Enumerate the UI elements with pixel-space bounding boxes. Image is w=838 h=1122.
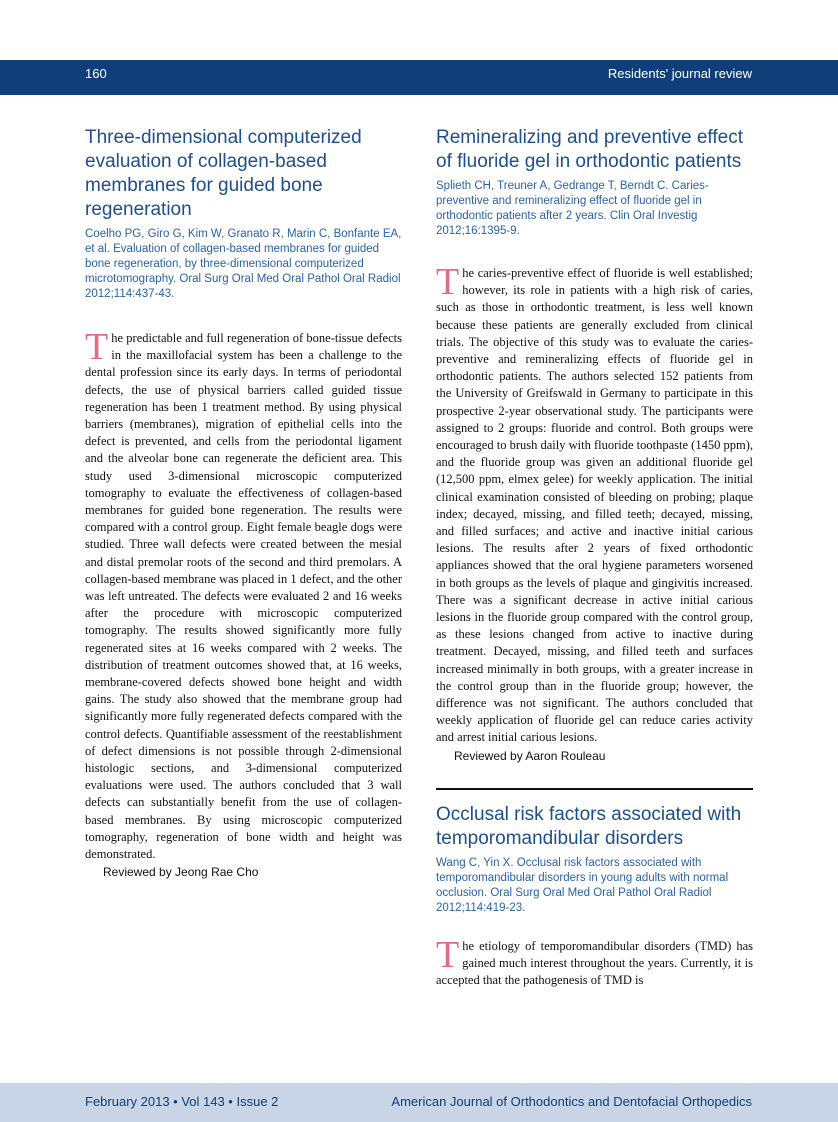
running-footer [0, 1083, 838, 1122]
article-citation: Coelho PG, Giro G, Kim W, Granato R, Marin C, Bonfante EA, et al. Evaluation of collagen-based membranes for guided bone regeneration, by three-dimensional computerized microtomography. Oral Surg Oral Med Oral Pathol Oral Radiol 2012;114:437-43. [85, 228, 402, 300]
article-body [436, 933, 753, 990]
article-collagen-membranes [85, 126, 402, 879]
issue-info: February 2013 • Vol 143 • Issue 2 [85, 1094, 279, 1109]
article-title: Occlusal risk factors associated with temporomandibular disorders [436, 803, 742, 849]
article-title: Three-dimensional computerized evaluation of collagen-based membranes for guided bone regeneration [85, 127, 362, 220]
article-body [436, 261, 753, 747]
article-body [85, 326, 402, 863]
article-occlusal-tmd [436, 803, 753, 990]
article-text: he predictable and full regeneration of bone-tissue defects in the maxillofacial system has been a challenge to the dental profession since its early days. In terms of periodontal defects, the use of physical barriers called guided tissue regeneration has been 1 treatment method. By using physical barriers (membranes), migration of epithelial cells into the defect is prevented, and cells from the periodontal ligament and the alveolar bone can regenerate the deficient area. This study used 3-dimensional microscopic computerized tomography to evaluate the effectiveness of collagen-based membranes for guided bone regeneration. The results were compared with a control group. Eight female beagle dogs were studied. Three wall defects were created between the mesial and distal premolar roots of the second and third premolars. A collagen-based membrane was placed in 1 defect, and the other was left untreated. The defects were evaluated 2 and 16 weeks after the procedure with microscopic computerized tomography. The results showed significantly more fully regenerated sites at 16 weeks compared with 2 weeks. The distribution of treatment outcomes showed that, at 16 weeks, membrane-covered defects showed bone height and width gains. The study also showed that the membrane group had significantly more fully regenerated defects compared with the control defects. Quantifiable assessment of the reestablishment of defect dimensions is not possible through 2-dimensional histologic sections, and 3-dimensional computerized evaluations were used. The authors concluded that 3 wall defects can substantially benefit from the use of collagen-based membranes. By using microscopic computerized tomography, regeneration of bone width and height was demonstrated. [85, 331, 402, 862]
reviewer-credit: Reviewed by Jeong Rae Cho [103, 865, 259, 880]
article-text: he etiology of temporomandibular disorders (TMD) has gained much interest throughout the years. Currently, it is accepted that the pathogenesis of TMD is [436, 938, 753, 988]
drop-cap: T [85, 326, 109, 368]
article-divider [436, 788, 753, 790]
running-header [0, 60, 838, 95]
journal-name: American Journal of Orthodontics and Dentofacial Orthopedics [391, 1094, 752, 1109]
right-column [436, 126, 753, 989]
section-title: Residents' journal review [607, 66, 752, 81]
article-citation: Splieth CH, Treuner A, Gedrange T, Berndt C. Caries-preventive and remineralizing effect of fluoride gel in orthodontic patients after 2 years. Clin Oral Investig 2012;16:1395-9. [436, 180, 709, 237]
reviewer-credit: Reviewed by Aaron Rouleau [454, 748, 606, 763]
article-fluoride-gel [436, 126, 753, 763]
drop-cap: T [436, 261, 460, 303]
article-title: Remineralizing and preventive effect of fluoride gel in orthodontic patients [436, 127, 743, 172]
left-column [85, 126, 402, 879]
drop-cap: T [436, 933, 460, 976]
article-text: he caries-preventive effect of fluoride is well established; however, its role in patients with a high risk of caries, such as those in orthodontic treatment, is less well known because these patients are generally excluded from clinical trials. The objective of this study was to evaluate the caries-preventive and remineralizing effects of fluoride gel in orthodontic patients. The authors selected 152 patients from the University of Greifswald in Germany to participate in this prospective 2-year observational study. The participants were assigned to 2 groups: fluoride and control. Both groups were encouraged to brush daily with fluoride toothpaste (1450 ppm), and the fluoride group was given an additional fluoride gel (12,500 ppm, elmex gelee) for weekly application. The initial clinical examination consisted of bleeding on probing; plaque index; decayed, missing, and filled teeth; decayed, missing, and filled surfaces; and active and inactive initial carious lesions. The results after 2 years of fixed orthodontic appliances showed that the oral hygiene parameters worsened in both groups as the levels of plaque and gingivitis increased. There was a significant decrease in active initial carious lesions in the fluoride group compared with the control group, as these lesions changed from active to inactive during treatment. Decayed, missing, and filled teeth and surfaces increased minimally in both groups, with a greater increase in the control group than in the fluoride group; however, the difference was not significant. The authors concluded that weekly application of fluoride gel can reduce caries activity and arrest initial carious lesions. [436, 266, 753, 745]
article-citation: Wang C, Yin X. Occlusal risk factors associated with temporomandibular disorders in young adults with normal occlusion. Oral Surg Oral Med Oral Pathol Oral Radiol 2012;114:419-23. [436, 856, 729, 914]
page-number: 160 [85, 66, 107, 81]
